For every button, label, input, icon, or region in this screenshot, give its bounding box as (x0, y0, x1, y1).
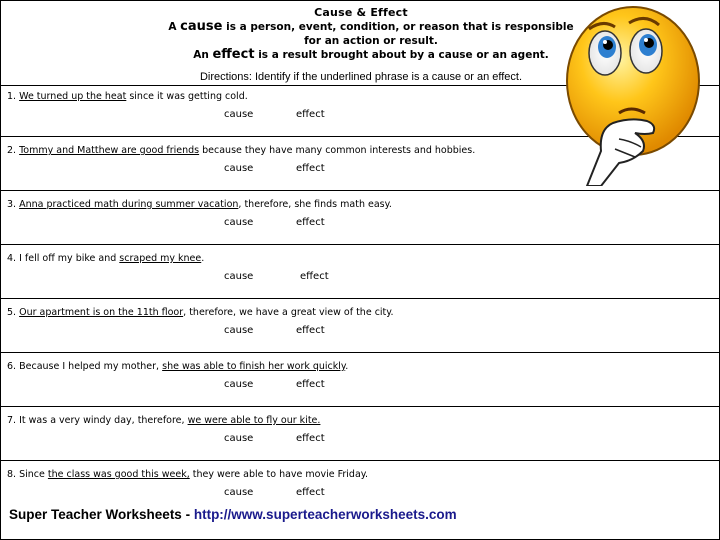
question-text-before: I fell off my bike and (19, 253, 117, 264)
question-number: 8. (7, 469, 17, 480)
question-divider (1, 352, 720, 353)
question-underlined-phrase: the class was good this week, (47, 469, 190, 480)
answer-cause-5[interactable]: cause (224, 325, 254, 336)
question-4 (7, 253, 204, 264)
question-divider (1, 460, 720, 461)
question-7 (7, 415, 320, 426)
answer-effect-7[interactable]: effect (296, 433, 325, 444)
thinking-smiley-icon (561, 1, 711, 186)
question-text-after: because they have many common interests and hobbies. (202, 145, 476, 156)
question-number: 2. (7, 145, 17, 156)
question-underlined-phrase: We turned up the heat (19, 91, 127, 102)
question-8 (7, 469, 368, 480)
footer-url[interactable]: http://www.superteacherworksheets.com (193, 507, 457, 522)
question-divider (1, 244, 720, 245)
directions-text: Directions: Identify if the underlined phrase is a cause or an effect. (199, 71, 523, 83)
question-6 (7, 361, 348, 372)
answer-effect-6[interactable]: effect (296, 379, 325, 390)
answer-effect-1[interactable]: effect (296, 109, 325, 120)
question-number: 1. (7, 91, 17, 102)
question-number: 4. (7, 253, 17, 264)
question-text-after: . (345, 361, 349, 372)
question-number: 6. (7, 361, 17, 372)
question-text-after: , therefore, she finds math easy. (238, 199, 392, 210)
effect-definition-prefix: An (193, 49, 209, 61)
effect-definition (151, 48, 591, 62)
effect-definition-text: is a result brought about by a cause or an agent. (258, 49, 549, 61)
question-text-before: It was a very windy day, therefore, (19, 415, 185, 426)
question-underlined-phrase: we were able to fly our kite. (187, 415, 321, 426)
cause-definition-prefix: A (168, 21, 177, 33)
question-text-after: since it was getting cold. (129, 91, 248, 102)
footer-label: Super Teacher Worksheets - (9, 507, 194, 522)
question-number: 5. (7, 307, 17, 318)
question-underlined-phrase: Tommy and Matthew are good friends (19, 145, 200, 156)
answer-effect-8[interactable]: effect (296, 487, 325, 498)
question-3 (7, 199, 392, 210)
question-divider (1, 298, 720, 299)
answer-cause-2[interactable]: cause (224, 163, 254, 174)
answer-cause-6[interactable]: cause (224, 379, 254, 390)
question-number: 3. (7, 199, 17, 210)
question-divider (1, 406, 720, 407)
worksheet-title: Cause & Effect (314, 6, 408, 19)
answer-cause-8[interactable]: cause (224, 487, 254, 498)
question-underlined-phrase: Our apartment is on the 11th floor (19, 307, 184, 318)
answer-effect-2[interactable]: effect (296, 163, 325, 174)
answer-effect-5[interactable]: effect (296, 325, 325, 336)
answer-cause-7[interactable]: cause (224, 433, 254, 444)
answer-cause-4[interactable]: cause (224, 271, 254, 282)
answer-cause-3[interactable]: cause (224, 217, 254, 228)
question-number: 7. (7, 415, 17, 426)
question-text-before: Because I helped my mother, (19, 361, 160, 372)
question-underlined-phrase: Anna practiced math during summer vacation (19, 199, 239, 210)
cause-definition-term: cause (180, 19, 223, 34)
question-underlined-phrase: scraped my knee (119, 253, 202, 264)
footer-credit (9, 507, 457, 522)
cause-definition-text-line2: for an action or result. (304, 35, 438, 47)
answer-effect-3[interactable]: effect (296, 217, 325, 228)
question-text-after: . (201, 253, 205, 264)
question-2 (7, 145, 475, 156)
question-underlined-phrase: she was able to finish her work quickly (162, 361, 346, 372)
question-1 (7, 91, 248, 102)
cause-definition-text: is a person, event, condition, or reason that is responsible (226, 21, 574, 33)
question-divider (1, 190, 720, 191)
answer-effect-4[interactable]: effect (300, 271, 329, 282)
question-text-before: Since (19, 469, 45, 480)
effect-definition-term: effect (212, 47, 255, 62)
question-5 (7, 307, 394, 318)
cause-definition (151, 20, 591, 48)
question-text-after: , therefore, we have a great view of the city. (183, 307, 394, 318)
question-text-after: they were able to have movie Friday. (192, 469, 369, 480)
answer-cause-1[interactable]: cause (224, 109, 254, 120)
